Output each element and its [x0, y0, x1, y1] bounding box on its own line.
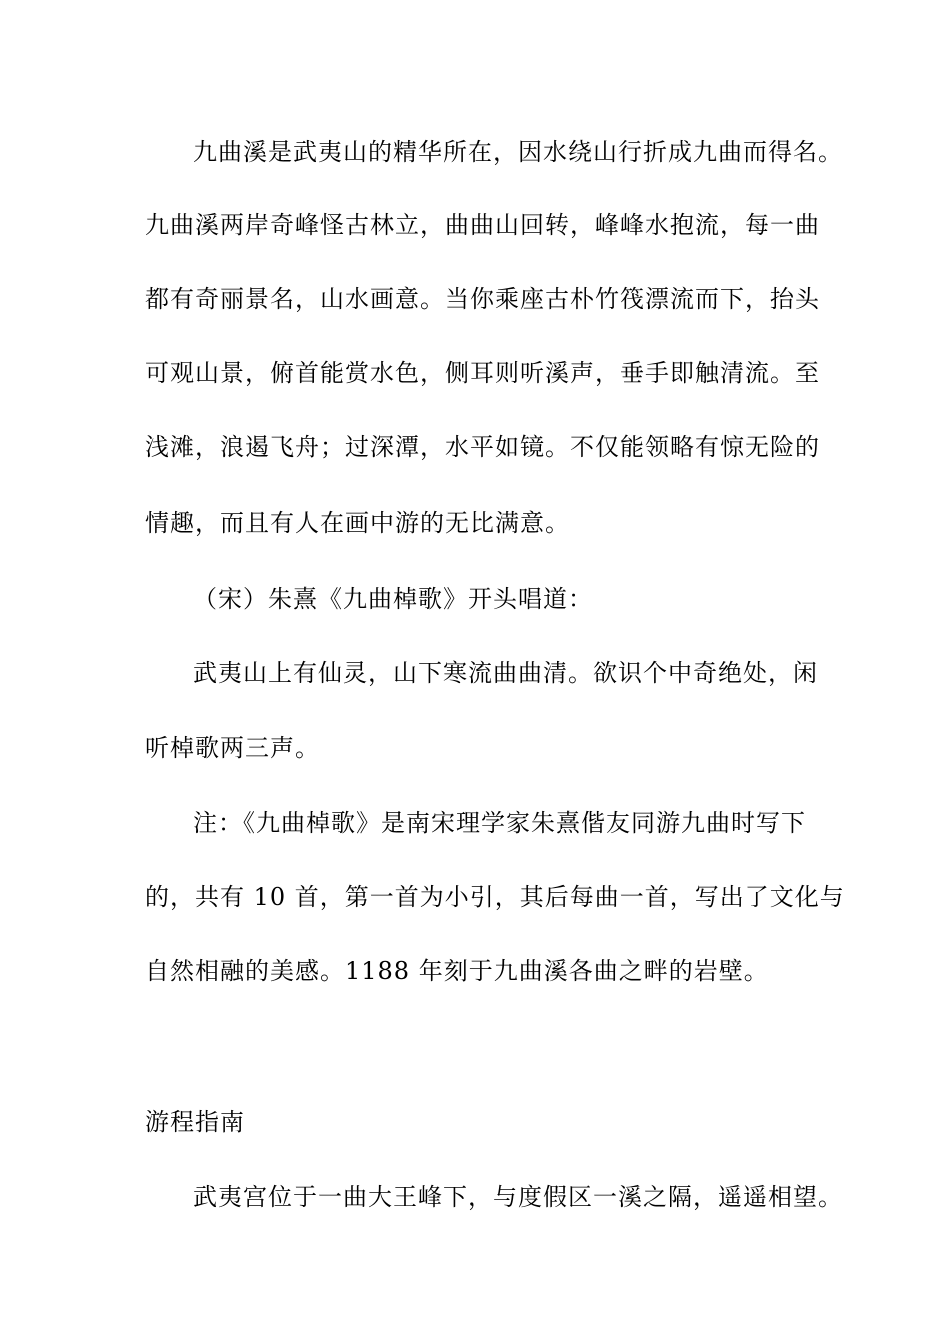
poem-line: 武夷山上有仙灵，山下寒流曲曲清。欲识个中奇绝处，闲 — [193, 659, 818, 687]
paragraph-line: 武夷宫位于一曲大王峰下，与度假区一溪之隔，遥遥相望。 — [193, 1183, 843, 1211]
section-heading: 游程指南 — [145, 1108, 245, 1136]
poem-line: 听棹歌两三声。 — [145, 734, 320, 762]
paragraph-line: 九曲溪是武夷山的精华所在，因水绕山行折成九曲而得名。 — [193, 138, 843, 166]
note-line: 注：《九曲棹歌》是南宋理学家朱熹偕友同游九曲时写下 — [193, 809, 806, 837]
note-line: 的，共有 10 首，第一首为小引，其后每曲一首，写出了文化与 — [145, 883, 845, 911]
paragraph-line: 九曲溪两岸奇峰怪古林立，曲曲山回转，峰峰水抱流，每一曲 — [145, 211, 820, 239]
note-line: 自然相融的美感。1188 年刻于九曲溪各曲之畔的岩壁。 — [145, 957, 769, 985]
paragraph-line: 都有奇丽景名，山水画意。当你乘座古朴竹筏漂流而下，抬头 — [145, 285, 820, 313]
paragraph-line: 情趣，而且有人在画中游的无比满意。 — [145, 509, 570, 537]
paragraph-line: 可观山景，俯首能赏水色，侧耳则听溪声，垂手即触清流。至 — [145, 359, 820, 387]
paragraph-line: 浅滩，浪遏飞舟；过深潭，水平如镜。不仅能领略有惊无险的 — [145, 433, 820, 461]
quote-intro-line: （宋）朱熹《九曲棹歌》开头唱道： — [193, 585, 593, 613]
